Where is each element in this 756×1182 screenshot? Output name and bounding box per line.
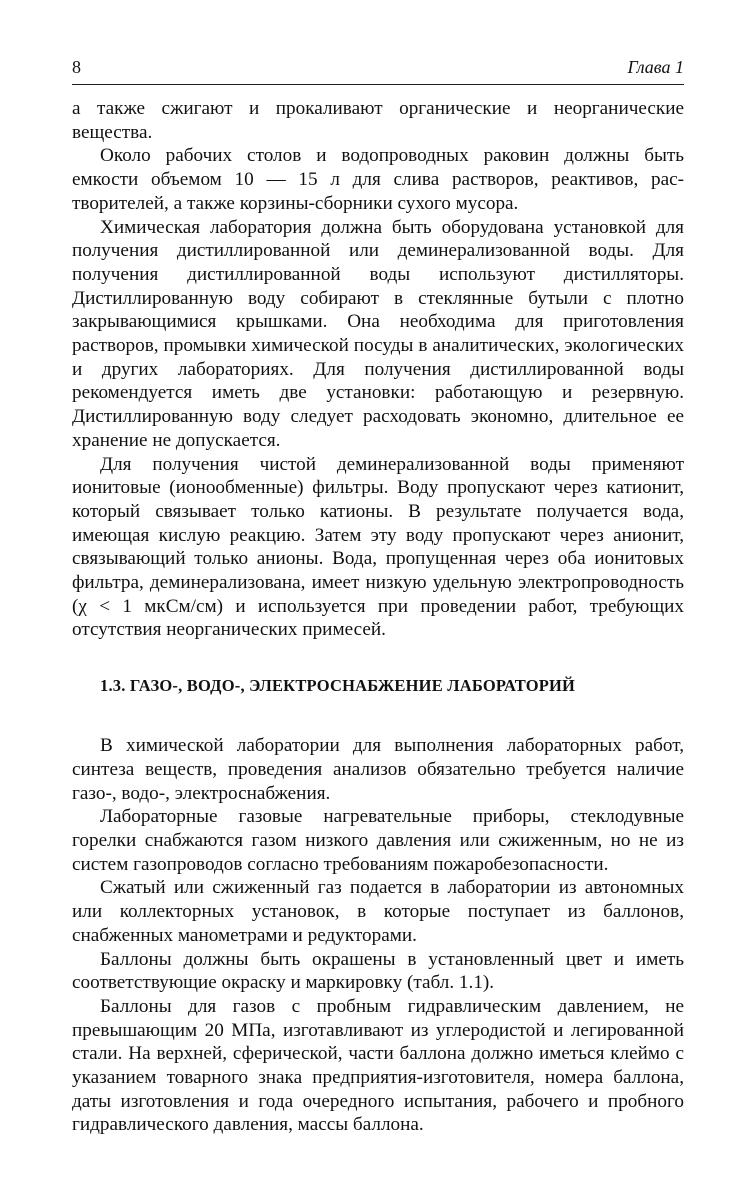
chapter-label: Глава 1 [627, 57, 684, 77]
paragraph: В химической лаборатории для выполнения лабораторных работ, синтеза веществ, проведения анализов обязательно требуется наличие газо-, водо-, электроснабжения. [72, 735, 684, 804]
paragraph: Около рабочих столов и водопроводных раковин должны быть емкости объемом 10 — 15 л для слива растворов, реактивов, растворителей, а также корзины-сборники сухого мусора. [72, 145, 684, 214]
paragraph: Химическая лаборатория должна быть оборудована установкой для получения дистиллированной или деминерализованной воды. Для получения дистиллированной воды используют дистилляторы. Дистиллированную воду собирают в стеклянные бутыли с плотно закрывающимися крышками. Она необходима для приготовления растворов, промывки химической посуды в аналитических, экологических и других лабораториях. Для получения дистиллированной воды рекомендуется иметь две установки: работающую и резервную. Дистиллированную воду следует расходовать экономно, длительное ее хранение не допускается. [72, 216, 684, 451]
running-header [72, 56, 684, 85]
paragraph: Для получения чистой деминерализованной воды применяют ионитовые (ионообменные) фильтры. Воду пропускают через катионит, который связывает только катионы. В результате получается вода, имеющая кислую реакцию. Затем эту воду пропускают через анионит, связывающий только анионы. Вода, пропущенная через оба ионитовых фильтра, деминерализована, имеет низкую удельную электропроводность (χ < 1 мкСм/см) и используется при проведении работ, требующих отсутствия неорганических примесей. [72, 453, 684, 641]
paragraph: Лабораторные газовые нагревательные приборы, стеклодувные горелки снабжаются газом низкого давления или сжиженным, но не из систем газопроводов согласно требованиям пожаробезопасности. [72, 806, 684, 875]
book-page [72, 56, 684, 1137]
paragraph: Баллоны должны быть окрашены в установленный цвет и иметь соответствующие окраску и маркировку (табл. 1.1). [72, 948, 684, 994]
paragraph: Сжатый или сжиженный газ подается в лаборатории из автономных или коллекторных установок, в которые поступает из баллонов, снабженных манометрами и редукторами. [72, 877, 684, 946]
page-number: 8 [72, 57, 81, 77]
page-content [72, 97, 684, 1137]
paragraph-continuation: а также сжигают и прокаливают органические и неорганические вещества. [72, 98, 684, 143]
section-heading: 1.3. ГАЗО-, ВОДО-, ЭЛЕКТРОСНАБЖЕНИЕ ЛАБОРАТОРИЙ [100, 676, 576, 696]
paragraph: Баллоны для газов с пробным гидравлическим давлением, не превышающим 20 МПа, изготавливают из углеродистой и легированной стали. На верхней, сферической, части баллона должно иметься клеймо с указанием товарного знака предприятия-изготовителя, номера баллона, даты изготовления и года очередного испытания, рабочего и пробного гидравлического давления, массы баллона. [72, 995, 684, 1136]
